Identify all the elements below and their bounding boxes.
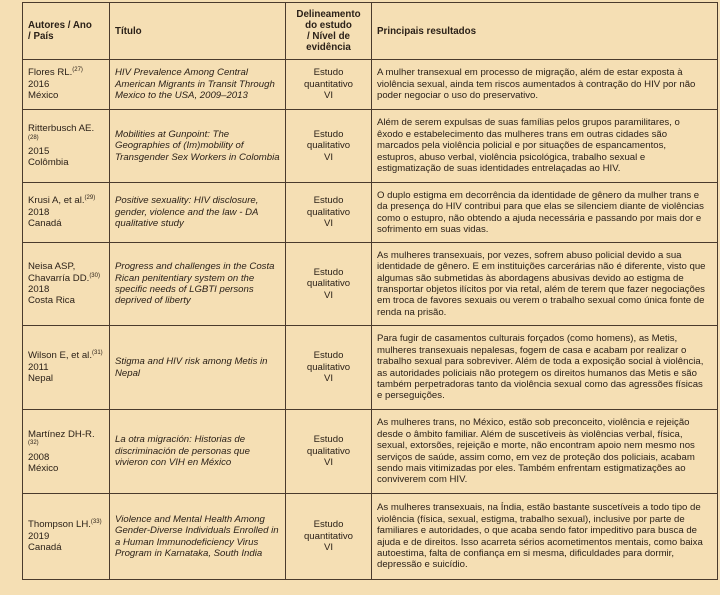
design-type: quantitativo bbox=[303, 530, 354, 542]
header-author-line: Autores / Ano bbox=[28, 20, 92, 31]
title-cell: Stigma and HIV risk among Metis in Nepal bbox=[110, 326, 286, 410]
author-cell bbox=[23, 494, 110, 580]
table-row bbox=[23, 110, 718, 183]
author-cell bbox=[23, 60, 110, 110]
author-cell bbox=[23, 410, 110, 494]
design-type: qualitativo bbox=[306, 278, 351, 290]
header-design-line: / Nível de bbox=[306, 31, 350, 42]
title-cell: La otra migración: Historias de discriminación de personas que vivieron con VIH en México bbox=[110, 410, 286, 494]
design-type: quantitativo bbox=[303, 78, 354, 90]
results-cell: As mulheres transexuais, por vezes, sofrem abuso policial devido a sua identidade de gênero. E em instituições carcerárias não é diferente, visto que algumas são submetidas às abordagens abusivas devido ao estigma de transportar objetos ilícitos por via retal, além de terem que fazer negociações em troca de favores sexuais ou verem o trabalho sexual como única fonte de renda na prisão. bbox=[372, 243, 718, 326]
publication-year: 2016 bbox=[28, 78, 50, 90]
evidence-table-container bbox=[22, 2, 717, 580]
header-design-line: do estudo bbox=[305, 20, 352, 31]
publication-year: 2015 bbox=[28, 146, 50, 157]
evidence-level: VI bbox=[323, 542, 334, 554]
evidence-level: VI bbox=[323, 289, 334, 301]
evidence-level: VI bbox=[323, 218, 334, 230]
design-type: qualitativo bbox=[306, 140, 351, 152]
country: Colômbia bbox=[28, 157, 69, 169]
table-row bbox=[23, 60, 718, 110]
title-cell: Positive sexuality: HIV disclosure, gender, violence and the law - DA qualitative study bbox=[110, 183, 286, 243]
table-row bbox=[23, 326, 718, 410]
reference-number: (28) bbox=[28, 134, 39, 141]
title-cell: Violence and Mental Health Among Gender-Diverse Individuals Enrolled in a Human Immunodeficiency Virus Program in Karnataka, South India bbox=[110, 494, 286, 580]
country: Canadá bbox=[28, 542, 62, 554]
author-name: Ritterbusch AE. bbox=[28, 123, 95, 135]
reference-number: (27) bbox=[72, 67, 83, 74]
results-cell: O duplo estigma em decorrência da identidade de gênero da mulher trans e da presença do HIV contribui para que elas se silenciem diante de violências como o estupro, não obtendo a ajuda necessária e passando por mais dor e sofrimento em suas vidas. bbox=[372, 183, 718, 243]
reference-number: (31) bbox=[91, 350, 103, 357]
design-cell bbox=[286, 494, 372, 580]
table-row bbox=[23, 183, 718, 243]
author-cell bbox=[23, 183, 110, 243]
evidence-level: VI bbox=[323, 373, 334, 385]
header-design bbox=[286, 3, 372, 60]
design-label: Estudo bbox=[313, 519, 344, 531]
table-row bbox=[23, 243, 718, 326]
evidence-level: VI bbox=[323, 90, 334, 102]
design-type: qualitativo bbox=[306, 206, 351, 218]
design-cell bbox=[286, 110, 372, 183]
reference-number: (32) bbox=[28, 440, 39, 447]
header-author bbox=[23, 3, 110, 60]
publication-year: 2011 bbox=[28, 361, 49, 373]
author-name: Thompson LH. bbox=[28, 519, 91, 531]
design-type: qualitativo bbox=[306, 445, 351, 457]
header-results: Principais resultados bbox=[372, 3, 718, 60]
author-name: Martínez DH-R. bbox=[28, 428, 95, 440]
design-cell bbox=[286, 243, 372, 326]
country: México bbox=[28, 90, 59, 102]
design-label: Estudo bbox=[313, 266, 344, 278]
design-cell bbox=[286, 60, 372, 110]
evidence-level: VI bbox=[323, 151, 334, 163]
header-title: Título bbox=[110, 3, 286, 60]
results-cell: A mulher transexual em processo de migração, além de estar exposta à violência sexual, ainda tem riscos aumentados à contração do HIV por não poder negociar o uso do preservativo. bbox=[372, 60, 718, 110]
design-cell bbox=[286, 410, 372, 494]
design-label: Estudo bbox=[313, 195, 344, 207]
country: Nepal bbox=[28, 373, 54, 385]
publication-year: 2018 bbox=[28, 284, 50, 295]
country: Costa Rica bbox=[28, 295, 75, 307]
header-design-line: evidência bbox=[306, 42, 351, 53]
publication-year: 2008 bbox=[28, 451, 50, 463]
design-label: Estudo bbox=[313, 67, 344, 79]
author-name: Flores RL. bbox=[28, 67, 73, 79]
title-cell: Mobilities at Gunpoint: The Geographies of (Im)mobility of Transgender Sex Workers in Colombia bbox=[110, 110, 286, 183]
header-row bbox=[23, 3, 718, 60]
design-cell bbox=[286, 183, 372, 243]
header-author-line: / País bbox=[28, 31, 54, 42]
title-cell: HIV Prevalence Among Central American Migrants in Transit Through Mexico to the USA, 2009–2013 bbox=[110, 60, 286, 110]
results-cell: As mulheres transexuais, na Índia, estão bastante suscetíveis a todo tipo de violência (física, sexual, estigma, trabalho sexual), inclusive por parte de familiares e autoridades, o que acaba sendo fator impeditivo para busca de ajuda e de direitos. Isso acarreta sérios acometimentos mentais, como baixa autoestima, falta de confiança em si mesma, dificuldades para dormir, depressão e suicídio. bbox=[372, 494, 718, 580]
publication-year: 2019 bbox=[28, 530, 50, 542]
title-cell: Progress and challenges in the Costa Rican penitentiary system on the specific needs of LGBTI persons deprived of liberty bbox=[110, 243, 286, 326]
header-design-line: Delineamento bbox=[296, 9, 361, 20]
results-cell: Além de serem expulsas de suas famílias pelos grupos paramilitares, o êxodo e estabelecimento das mulheres trans em outras cidades são marcados pela violência policial e por situações de espancamentos, estupros, abuso verbal, violência psicológica, trabalho sexual e estigmatização de suas identidades entrelaçadas ao HIV. bbox=[372, 110, 718, 183]
design-label: Estudo bbox=[313, 128, 344, 140]
design-cell bbox=[286, 326, 372, 410]
reference-number: (33) bbox=[90, 519, 102, 526]
author-name: Krusi A, et al. bbox=[28, 195, 85, 207]
results-cell: As mulheres trans, no México, estão sob preconceito, violência e rejeição desde o âmbito familiar. Além de suscetíveis às violências verbal, física, sexual, extorsões, rejeição e morte, não encontram apoio nem mesmo nos serviços de saúde, assim como, em vez de proteção dos policiais, acabam sendo mais vitimizadas por eles. Também enfrentam estigmatizações ao conviverem com HIV. bbox=[372, 410, 718, 494]
design-type: qualitativo bbox=[306, 361, 351, 373]
author-name: Neisa ASP, Chavarría DD. bbox=[28, 261, 90, 284]
country: México bbox=[28, 462, 59, 474]
author-cell bbox=[23, 243, 110, 326]
design-label: Estudo bbox=[313, 434, 344, 446]
results-cell: Para fugir de casamentos culturais forçados (como homens), as Metis, mulheres transexuais nepalesas, fogem de casa e acabam por realizar o trabalho sexual para sobreviver. Além de toda a exposição social à violência, as autoridades policiais não protegem os direitos humanos das Metis e são também perpetradoras tanto da violência sexual como das agressões físicas e perseguições. bbox=[372, 326, 718, 410]
table-row bbox=[23, 410, 718, 494]
publication-year: 2018 bbox=[28, 206, 50, 218]
author-cell bbox=[23, 110, 110, 183]
author-cell bbox=[23, 326, 110, 410]
country: Canadá bbox=[28, 218, 62, 230]
reference-number: (29) bbox=[84, 195, 96, 202]
author-name: Wilson E, et al. bbox=[28, 350, 92, 362]
evidence-level: VI bbox=[323, 457, 334, 469]
reference-number: (30) bbox=[89, 272, 100, 279]
design-label: Estudo bbox=[313, 350, 344, 362]
table-row bbox=[23, 494, 718, 580]
evidence-table bbox=[22, 2, 718, 580]
